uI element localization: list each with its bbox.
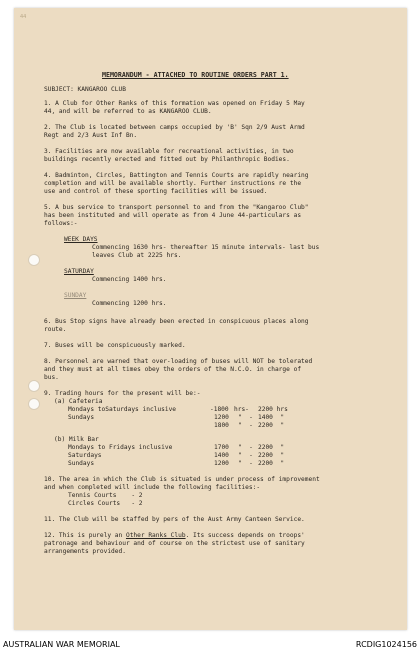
para-1-line-2: 44, and will be referred to as KANGAROO CLUB. (44, 108, 212, 115)
hours-day: Saturdays (68, 452, 102, 459)
sunday-label: SUNDAY (64, 292, 87, 299)
week-days-label: WEEK DAYS (64, 236, 98, 243)
para-5-line-1: 5. A bus service to transport personnel to and from the "Kangaroo Club" (44, 204, 309, 211)
hours-sep: " - (238, 460, 253, 467)
punch-hole (28, 398, 40, 410)
para-1-line-1: 1. A Club for Other Ranks of this formation was opened on Friday 5 May (44, 100, 305, 107)
para-12-line-2: patronage and behaviour and of course on the strictest use of sanitary (44, 540, 305, 547)
hours-day: Mondays to Fridays inclusive (68, 444, 173, 451)
para-5-line-2: has been instituted and will operate as from 4 June 44-particulars as (44, 212, 302, 219)
hours-to: 2200 " (258, 444, 285, 451)
para-10-line-2: and when completed will include the following facilities:- (44, 484, 261, 491)
hours-from: 1200 (214, 414, 229, 421)
para-10-line-1: 10. The area in which the Club is situated is under process of improvement (44, 476, 320, 483)
hours-from: -1800 (210, 406, 229, 413)
archive-footer (0, 634, 420, 654)
facility-circles: Circles Courts - 2 (68, 500, 143, 507)
para-3-line-2: buildings recently erected and fitted out by Philanthropic Bodies. (44, 156, 290, 163)
facility-tennis: Tennis Courts - 2 (68, 492, 143, 499)
para-2-line-1: 2. The Club is located between camps occupied by 'B' Sqn 2/9 Aust Armd (44, 124, 305, 131)
hours-from: 1200 (214, 460, 229, 467)
para-8-line-3: bus. (44, 374, 59, 381)
para-9-intro: 9. Trading hours for the present will be:- (44, 390, 201, 397)
para-12-underlined: Other Ranks Club (125, 532, 186, 539)
punch-hole (28, 254, 40, 266)
hours-sep: hrs- (234, 406, 249, 413)
hours-from: 1700 (214, 444, 229, 451)
corner-mark: 44 (20, 14, 27, 20)
para-11: 11. The Club will be staffed by pers of the Aust Army Canteen Service. (44, 516, 305, 523)
hours-sep: " - (238, 422, 253, 429)
sunday-text: Commencing 1200 hrs. (92, 300, 167, 307)
hours-sep: " - (238, 452, 253, 459)
hours-day: Sundays (68, 460, 95, 467)
hours-from: 1400 (214, 452, 229, 459)
hours-day: Mondays toSaturdays inclusive (68, 406, 177, 413)
saturday-label: SATURDAY (64, 268, 94, 275)
para-12-line-3: arrangements provided. (44, 548, 126, 555)
para-4-line-2: completion and will be available shortly. Further instructions re the (44, 180, 302, 187)
para-3-line-1: 3. Facilities are now available for recreational activities, in two (44, 148, 294, 155)
hours-to: 2200 " (258, 422, 285, 429)
memo-heading: MEMORANDUM - ATTACHED TO ROUTINE ORDERS PART 1. (102, 71, 289, 79)
para-12-line-1 (44, 532, 305, 540)
footer-record-id: RCDIG1024156 (355, 640, 417, 649)
para-12-text-a: 12. This is purely an (44, 532, 126, 539)
hours-to: 2200 hrs (258, 406, 288, 413)
hours-sep: " - (238, 444, 253, 451)
para-7: 7. Buses will be conspicuously marked. (44, 342, 186, 349)
para-12-text-b: . Its success depends on troops' (185, 532, 305, 539)
para-6-line-1: 6. Bus Stop signs have already been erected in conspicuous places along (44, 318, 309, 325)
week-days-line-1: Commencing 1630 hrs- thereafter 15 minute intervals- last bus (92, 244, 320, 251)
hours-from: 1800 (214, 422, 229, 429)
para-5-line-3: follows:- (44, 220, 78, 227)
document-page (14, 8, 407, 630)
para-4-line-3: use and control of these sporting facilities will be issued. (44, 188, 268, 195)
para-4-line-1: 4. Badminton, Circles, Battington and Tennis Courts are rapidly nearing (44, 172, 309, 179)
hours-to: 2200 " (258, 452, 285, 459)
para-6-line-2: route. (44, 326, 67, 333)
para-8-line-1: 8. Personnel are warned that over-loading of buses will NOT be tolerated (44, 358, 313, 365)
hours-to: 1400 " (258, 414, 285, 421)
hours-day: Sundays (68, 414, 95, 421)
hours-sep: " - (238, 414, 253, 421)
week-days-line-2: leaves Club at 2225 hrs. (92, 252, 182, 259)
hours-to: 2200 " (258, 460, 285, 467)
para-8-line-2: and they must at all times obey the orders of the N.C.O. in charge of (44, 366, 302, 373)
saturday-text: Commencing 1400 hrs. (92, 276, 167, 283)
milkbar-label: (b) Milk Bar (54, 436, 99, 443)
punch-hole (28, 380, 40, 392)
footer-institution: AUSTRALIAN WAR MEMORIAL (3, 640, 120, 649)
para-2-line-2: Regt and 2/3 Aust Inf Bn. (44, 132, 138, 139)
cafeteria-label: (a) Cafeteria (54, 398, 103, 405)
subject-line: SUBJECT: KANGAROO CLUB (44, 86, 126, 93)
